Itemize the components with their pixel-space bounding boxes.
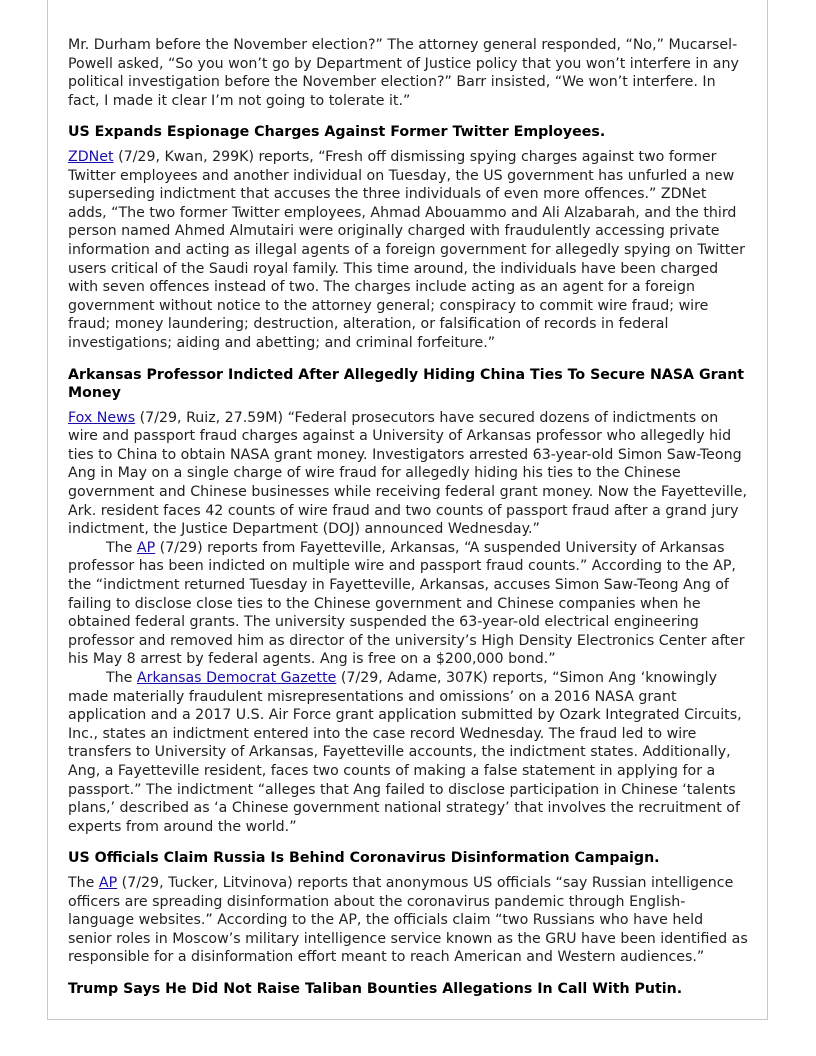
article-paragraph (68, 409, 748, 539)
article-paragraph (68, 539, 748, 669)
paragraph-lead: The (68, 874, 99, 891)
paragraph-text: (7/29, Ruiz, 27.59M) “Federal prosecutors have secured dozens of indictments on wire and passport fraud charges against a University of Arkansas professor who allegedly hid ties to China to obtain NASA grant money. Investigators arrested 63-year-old Simon Saw-Teong Ang in May on a single charge of wire fraud for allegedly hiding his ties to the Chinese government and Chinese businesses while receiving federal grant money. Now the Fayetteville, Ark. resident faces 42 counts of wire fraud and two counts of passport fraud after a grand jury indictment, the Justice Department (DOJ) announced Wednesday.” (68, 409, 747, 538)
paragraph-text: (7/29, Adame, 307K) reports, “Simon Ang ‘knowingly made materially fraudulent misrepresentations and omissions’ on a 2016 NASA grant application and a 2017 U.S. Air Force grant application submitted by Ozark Integrated Circuits, Inc., states an indictment entered into the case record Wednesday. The fraud led to wire transfers to University of Arkansas, Fayetteville accounts, the indictment states. Additionally, Ang, a Fayetteville resident, faces two counts of making a false statement in applying for a passport.” The indictment “alleges that Ang failed to disclose participation in Chinese ‘talents plans,’ described as ‘a Chinese government national strategy’ that involves the recruitment of experts from around the world.” (68, 670, 742, 835)
headline-trump-putin-call: Trump Says He Did Not Raise Taliban Bounties Allegations In Call With Putin. (68, 980, 683, 997)
paragraph-text: (7/29) reports from Fayetteville, Arkansas, “A suspended University of Arkansas professor has been indicted on multiple wire and passport fraud counts.” According to the AP, the “indictment returned Tuesday in Fayetteville, Arkansas, accuses Simon Saw-Teong Ang of failing to disclose close ties to the Chinese government and Chinese companies when he obtained federal grants. The university suspended the 63-year-old electrical engineering professor and removed him as director of the university’s High Density Electronics Center after his May 8 arrest by federal agents. Ang is free on a $200,000 bond.” (68, 539, 745, 668)
headline-arkansas-professor: Arkansas Professor Indicted After Allegedly Hiding China Ties To Secure NASA Grant Money (68, 366, 745, 402)
paragraph-text: (7/29, Tucker, Litvinova) reports that anonymous US officials “say Russian intelligence officers are spreading disinformation about the coronavirus pandemic through English-language websites.” According to the AP, the officials claim “two Russians who have held senior roles in Moscow’s military intelligence service known as the GRU have been identified as responsible for a disinformation effort meant to reach American and Western audiences.” (68, 874, 748, 966)
headline-russia-disinformation: US Officials Claim Russia Is Behind Coronavirus Disinformation Campaign. (68, 850, 660, 867)
paragraph-lead: The (106, 670, 137, 686)
article-paragraph (68, 669, 748, 836)
article-paragraph (68, 874, 748, 967)
source-link-fox-news[interactable]: Fox News (68, 409, 136, 426)
paragraph-text: (7/29, Kwan, 299K) reports, “Fresh off dismissing spying charges against two former Twitter employees and another individual on Tuesday, the US government has unfurled a new superseding indictment that accuses the three individuals of even more offences.” ZDNet adds, “The two former Twitter employees, Ahmad Abouammo and Ali Alzabarah, and the third person named Ahmed Almutairi were originally charged with fraudulently accessing private information and acting as illegal agents of a foreign government for allegedly spying on Twitter users critical of the Saudi royal family. This time around, the individuals have been charged with seven offences instead of two. The charges include acting as an agent for a foreign government without notice to the attorney general; conspiracy to commit wire fraud; wire fraud; money laundering; destruction, alteration, or falsification of records in federal investigations; aiding and abetting; and criminal forfeiture.” (68, 148, 745, 351)
article-paragraph (68, 148, 748, 353)
source-link-zdnet[interactable]: ZDNet (68, 148, 114, 165)
source-link-ap[interactable]: AP (98, 874, 118, 891)
headline-twitter-espionage: US Expands Espionage Charges Against Former Twitter Employees. (68, 124, 606, 141)
intro-paragraph: Mr. Durham before the November election?” The attorney general responded, “No,” Mucarsel-Powell asked, “So you won’t go by Department of Justice policy that you won’t interfere in any political investigation before the November election?” Barr insisted, “We won’t interfere. In fact, I made it clear I’m not going to tolerate it.” (68, 37, 739, 109)
source-link-arkansas-democrat-gazette[interactable]: Arkansas Democrat Gazette (136, 670, 337, 686)
paragraph-lead: The (106, 539, 137, 556)
document-body (68, 36, 748, 999)
source-link-ap[interactable]: AP (136, 539, 156, 556)
